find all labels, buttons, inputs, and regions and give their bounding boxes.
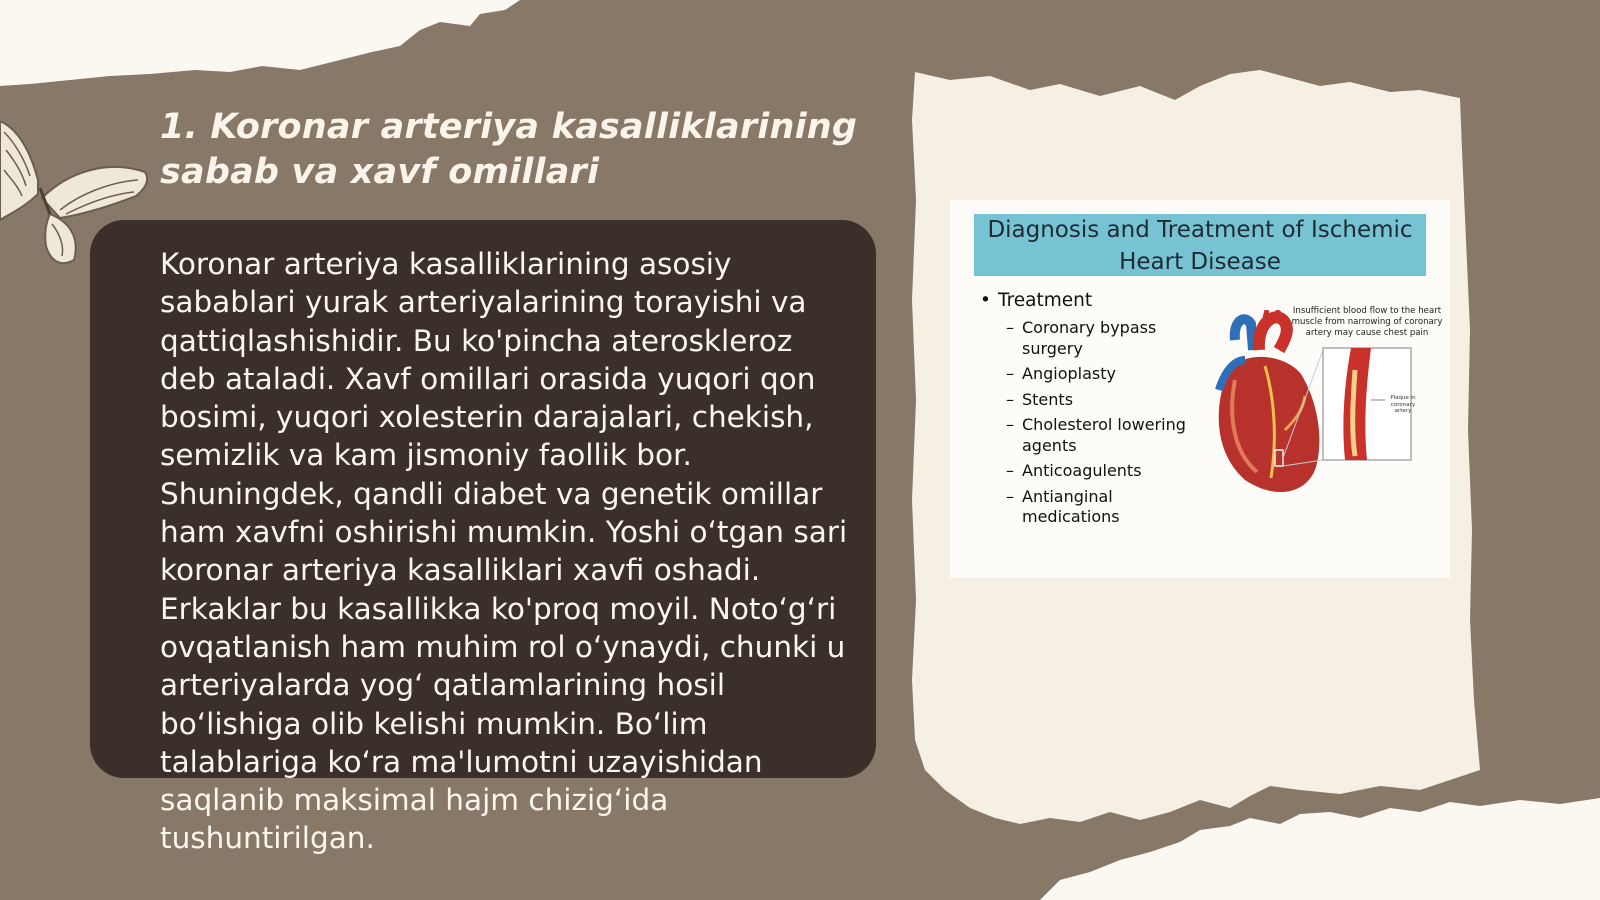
list-item: [1006, 390, 1206, 411]
list-item: [1006, 364, 1206, 385]
list-item-line: – Cholesterol lowering: [1022, 415, 1186, 434]
list-item-line: – Anticoagulents: [1022, 461, 1142, 480]
inner-title-line-2: Heart Disease: [1119, 249, 1281, 275]
embedded-slide-image: [950, 200, 1450, 578]
slide-title-line-1: 1. Koronar arteriya kasalliklarining: [160, 107, 858, 147]
list-item-line: medications: [1022, 507, 1120, 526]
list-item-line: – Stents: [1022, 389, 1074, 409]
heart-caption: Insufficient blood flow to the heart muscle from narrowing of coronary artery may cause chest pain: [1291, 306, 1443, 338]
treatment-bullet: [980, 290, 1092, 311]
inner-title-line-1: Diagnosis and Treatment of Ischemic: [987, 217, 1413, 243]
slide-title-line-2: sabab va xavf omillari: [160, 152, 600, 192]
list-item: [1006, 461, 1206, 482]
list-item: [1006, 318, 1206, 359]
bullet-dot-icon: •: [980, 290, 991, 311]
treatment-list: [1006, 318, 1206, 533]
body-paragraph: Koronar arteriya kasalliklarining asosiy sabablari yurak arteriyalarining torayishi va qattiqlashishidir. Bu ko'pincha ateroskleroz deb ataladi. Xavf omillari orasida yuqori qon bosimi, yuqori xolesterin darajalari, chekish, semizlik va kam jismoniy faollik bor. Shuningdek, qandli diabet va genetik omillar ham xavfni oshirishi mumkin. Yoshi o‘tgan sari koronar arteriya kasalliklari xavfi oshadi. Erkaklar bu kasallikka ko'proq moyil. Noto‘g‘ri ovqatlanish ham muhim rol o‘ynaydi, chunki u arteriyalarda yog‘ qatlamlarining hosil bo‘lishiga olib kelishi mumkin. Bo‘lim talablariga ko‘ra ma'lumotni uzayishidan saqlanib maksimal hajm chizig‘ida tushuntirilgan.: [160, 247, 848, 856]
list-item-line: surgery: [1022, 338, 1083, 358]
slide-title: [160, 105, 880, 195]
list-item-line: – Angioplasty: [1022, 364, 1116, 383]
list-item-line: – Antianginal: [1022, 486, 1113, 506]
list-item: [1006, 415, 1206, 456]
list-item-line: agents: [1022, 435, 1077, 455]
inner-slide-title: [974, 214, 1426, 276]
treatment-label: Treatment: [998, 290, 1093, 311]
list-item-line: – Coronary bypass: [1022, 318, 1157, 337]
list-item: [1006, 487, 1206, 528]
plaque-label: Plaque in coronary artery: [1390, 395, 1416, 414]
